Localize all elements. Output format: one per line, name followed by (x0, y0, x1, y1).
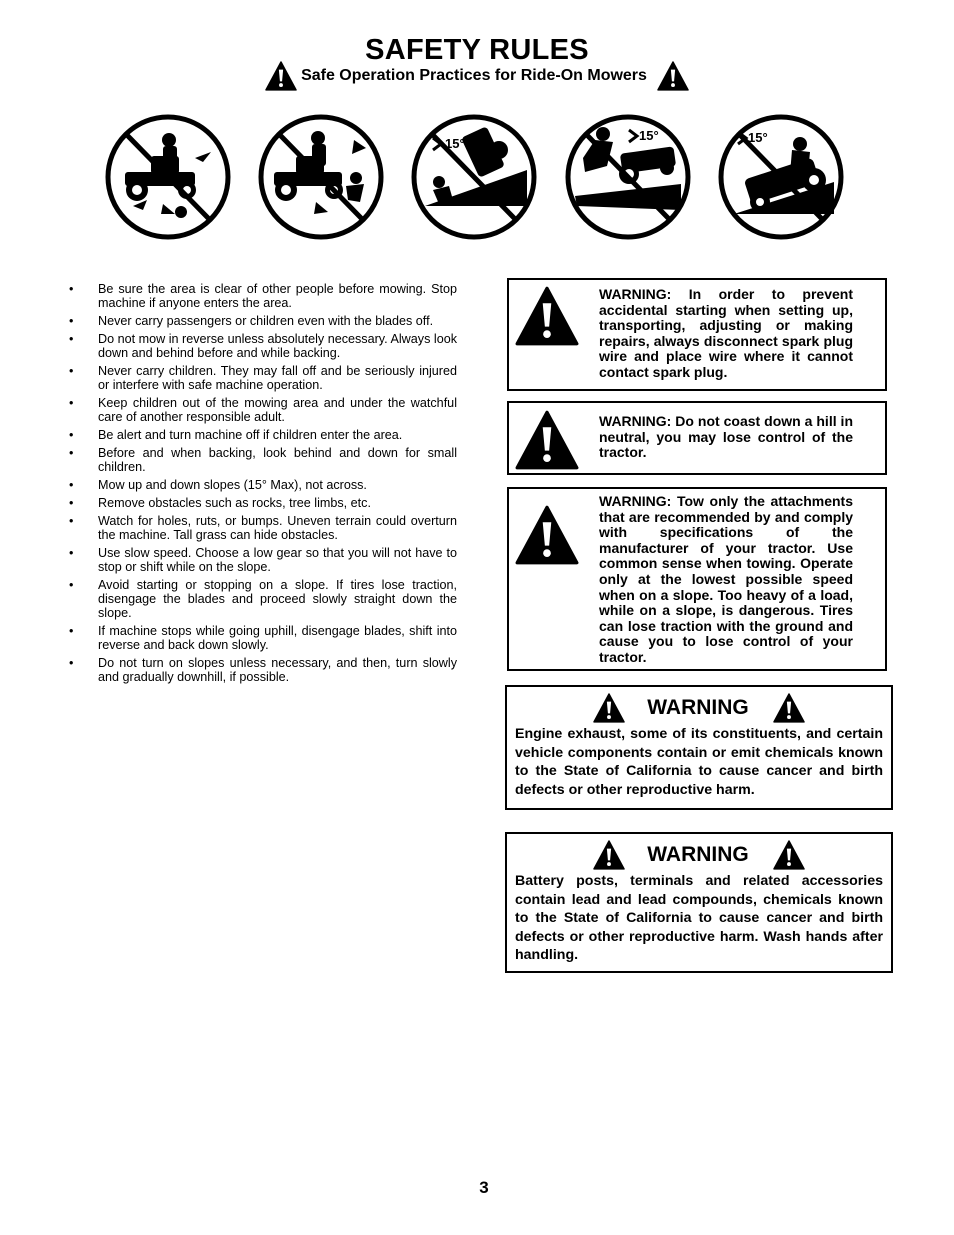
warning-box-coast-hill (507, 401, 887, 475)
list-item: • Do not turn on slopes unless necessary, and then, turn slowly and gradually downhill, if possible. (69, 656, 457, 684)
warning-triangle-icon (657, 61, 689, 91)
slope-angle-label: 15° (748, 130, 768, 145)
list-item: • Watch for holes, ruts, or bumps. Uneven terrain could overturn the machine. Tall grass can hide obstacles. (69, 514, 457, 542)
warning-triangle-icon (515, 505, 579, 565)
warning-triangle-icon (773, 840, 805, 870)
slope-angle-label: 15° (445, 136, 465, 151)
warning-text: Battery posts, terminals and related accessories contain lead and lead compounds, chemicals known to the State of California to cause cancer and birth defects or other reproductive harm. Wash hands after handling. (515, 873, 883, 963)
warning-text: WARNING: Tow only the attachments that are recommended by and comply with specifications of the manufacturer of your tractor. Use common sense when towing. Operate only at the lowest possible speed when on a slope. Too heavy of a load, while on a slope, is dangerous. Tires can lose traction with the ground and cause you to lose control of your tractor. (599, 493, 853, 665)
warning-triangle-icon (515, 286, 579, 346)
no-mowing-across-slope-icon (716, 110, 846, 244)
safety-rules-list (67, 282, 457, 688)
warning-triangle-icon (773, 693, 805, 723)
list-item: • Use slow speed. Choose a low gear so that you will not have to stop or shift while on the slope. (69, 546, 457, 574)
california-warning-battery (505, 832, 893, 973)
warning-text: WARNING: Do not coast down a hill in neutral, you may lose control of the tractor. (599, 413, 853, 461)
list-item: • Avoid starting or stopping on a slope. If tires lose traction, disengage the blades and proceed slowly straight down the slope. (69, 578, 457, 620)
warning-triangle-icon (593, 693, 625, 723)
page-title: SAFETY RULES (365, 34, 589, 66)
warning-box-towing (507, 487, 887, 671)
list-item: • If machine stops while going uphill, disengage blades, shift into reverse and back down slowly. (69, 624, 457, 652)
page-subtitle: Safe Operation Practices for Ride-On Mowers (301, 67, 647, 84)
list-item: • Keep children out of the mowing area and under the watchful care of another responsible adult. (69, 396, 457, 424)
no-mowing-near-children-icon (103, 110, 233, 244)
list-item: • Be sure the area is clear of other people before mowing. Stop machine if anyone enters the area. (69, 282, 457, 310)
list-item: • Never carry passengers or children even with the blades off. (69, 314, 434, 328)
list-item: • Mow up and down slopes (15° Max), not across. (69, 478, 367, 492)
warning-triangle-icon (593, 840, 625, 870)
list-item: • Before and when backing, look behind and down for small children. (69, 446, 457, 474)
warning-text: WARNING: In order to prevent accidental starting when setting up, transporting, adjusting or making repairs, always disconnect spark plug wire and place wire where it cannot contact spark plug. (599, 286, 853, 380)
subtitle-row (0, 59, 954, 93)
no-passengers-icon (256, 110, 386, 244)
warning-triangle-icon (515, 410, 579, 470)
warning-triangle-icon (265, 61, 297, 91)
warning-heading: WARNING (507, 693, 891, 723)
list-item: • Do not mow in reverse unless absolutely necessary. Always look down and behind before and while backing. (69, 332, 457, 360)
warning-heading: WARNING (507, 840, 891, 870)
no-tipping-on-slope-icon (409, 110, 539, 244)
page-number: 3 (479, 1178, 489, 1197)
list-item: • Never carry children. They may fall off and be seriously injured or interfere with safe machine operation. (69, 364, 457, 392)
list-item: • Be alert and turn machine off if children enter the area. (69, 428, 403, 442)
slope-angle-label: 15° (639, 128, 659, 143)
warning-box-spark-plug (507, 278, 887, 391)
safety-pictograms (103, 110, 848, 245)
list-item: • Remove obstacles such as rocks, tree limbs, etc. (69, 496, 371, 510)
california-warning-exhaust (505, 685, 893, 810)
warning-text: Engine exhaust, some of its constituents, and certain vehicle components contain or emit chemicals known to the State of California to cause cancer and birth defects or other reproductive harm. (515, 726, 883, 798)
no-mowing-downhill-slope-icon (563, 110, 693, 244)
